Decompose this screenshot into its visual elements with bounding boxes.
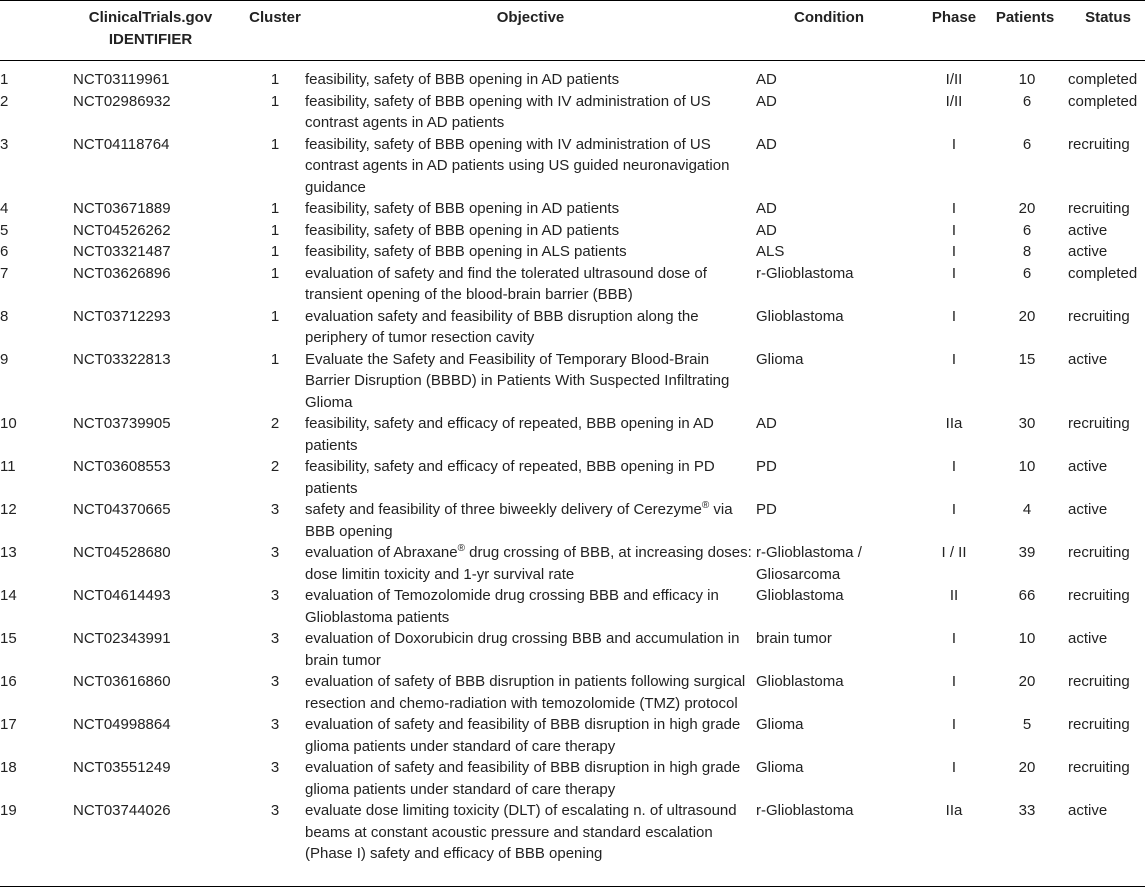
objective-text-post: drug crossing of BBB, at increasing doses: dose limitin toxicity and 1-yr survival rate xyxy=(305,544,752,583)
cluster-cell: 3 xyxy=(270,630,280,647)
phase-cell: II xyxy=(949,587,959,604)
trial-identifier: NCT02343991 xyxy=(73,630,171,647)
trial-identifier: NCT04118764 xyxy=(73,135,170,153)
row-number: 4 xyxy=(0,200,9,217)
phase-cell: I xyxy=(951,135,957,153)
phase-cell: I/II xyxy=(945,92,963,110)
status-cell: active xyxy=(1068,243,1108,260)
status-cell: recruiting xyxy=(1068,759,1130,776)
cluster-cell: 1 xyxy=(270,350,280,368)
row-number: 18 xyxy=(0,759,17,776)
status-cell: recruiting xyxy=(1068,673,1130,690)
status-cell: active xyxy=(1068,630,1108,647)
table-row xyxy=(0,134,1145,199)
trial-identifier: NCT04526262 xyxy=(73,221,171,239)
header-identifier xyxy=(56,7,245,60)
condition-cell: PD xyxy=(756,501,777,518)
trial-identifier: NCT03616860 xyxy=(73,673,171,690)
condition-cell: AD xyxy=(756,92,777,110)
table-row xyxy=(0,800,1145,865)
phase-cell: I xyxy=(951,350,957,368)
condition-cell: AD xyxy=(756,221,777,239)
objective-text-pre: evaluation of Abraxane xyxy=(305,544,458,561)
phase-cell: I xyxy=(951,243,957,260)
objective-cell: feasibility, safety and efficacy of repeated, BBB opening in PD patients xyxy=(305,458,715,497)
table-row xyxy=(0,263,1145,306)
condition-cell: AD xyxy=(756,135,777,153)
patients-cell: 20 xyxy=(1018,200,1036,217)
phase-cell: I xyxy=(951,759,957,776)
objective-cell: Evaluate the Safety and Feasibility of Temporary Blood-Brain Barrier Disruption (BBBD) in Patients With Suspected Infiltrating Glioma xyxy=(305,350,730,411)
objective-text-post: via BBB opening xyxy=(305,501,733,540)
trial-identifier: NCT04614493 xyxy=(73,587,171,604)
table-row xyxy=(0,349,1145,414)
table-row xyxy=(0,220,1145,242)
status-cell: recruiting xyxy=(1068,716,1130,733)
condition-cell: AD xyxy=(756,200,777,217)
header-patients: Patients xyxy=(995,9,1055,26)
trial-identifier: NCT04370665 xyxy=(73,501,171,518)
status-cell: recruiting xyxy=(1068,415,1130,432)
status-cell: recruiting xyxy=(1068,135,1130,153)
status-cell: active xyxy=(1068,458,1108,475)
patients-cell: 15 xyxy=(1018,350,1036,368)
trial-identifier: NCT04528680 xyxy=(73,544,171,561)
phase-cell: IIa xyxy=(945,802,963,819)
status-cell: completed xyxy=(1068,71,1138,88)
cluster-cell: 3 xyxy=(270,544,280,561)
cluster-cell: 2 xyxy=(270,415,280,432)
phase-cell: I xyxy=(951,673,957,690)
patients-cell: 6 xyxy=(1022,92,1032,110)
row-number: 7 xyxy=(0,264,9,282)
status-cell: recruiting xyxy=(1068,587,1130,604)
row-number: 19 xyxy=(0,802,17,819)
cluster-cell: 1 xyxy=(270,135,280,153)
cluster-cell: 1 xyxy=(270,307,280,325)
objective-cell: evaluation of Temozolomide drug crossing BBB and efficacy in Glioblastoma patients xyxy=(305,587,719,626)
phase-cell: I xyxy=(951,200,957,217)
condition-cell: ALS xyxy=(756,243,785,260)
patients-cell: 6 xyxy=(1022,221,1032,239)
row-number: 17 xyxy=(0,716,17,733)
condition-cell: r-Glioblastoma xyxy=(756,264,854,282)
row-number: 14 xyxy=(0,587,17,604)
patients-cell: 20 xyxy=(1018,759,1036,776)
condition-cell: r-Glioblastoma / Gliosarcoma xyxy=(756,544,862,583)
top-rule xyxy=(0,0,1145,1)
objective-cell: evaluation of safety and find the tolerated ultrasound dose of transient opening of the blood-brain barrier (BBB) xyxy=(305,264,707,303)
patients-cell: 20 xyxy=(1018,673,1036,690)
row-number: 3 xyxy=(0,135,9,153)
trial-identifier: NCT03739905 xyxy=(73,415,171,432)
patients-cell: 10 xyxy=(1018,630,1036,647)
patients-cell: 6 xyxy=(1022,264,1032,282)
patients-cell: 10 xyxy=(1018,71,1036,88)
objective-text-pre: safety and feasibility of three biweekly delivery of Cerezyme xyxy=(305,501,702,518)
phase-cell: I / II xyxy=(941,544,967,561)
registered-mark: ® xyxy=(457,543,465,554)
trial-identifier: NCT03744026 xyxy=(73,802,171,819)
row-number: 2 xyxy=(0,92,9,110)
row-number: 11 xyxy=(0,458,16,475)
registered-mark: ® xyxy=(701,500,710,511)
patients-cell: 4 xyxy=(1022,501,1032,518)
patients-cell: 10 xyxy=(1018,458,1036,475)
table-row xyxy=(0,60,1145,91)
row-number: 1 xyxy=(0,71,9,88)
table-row xyxy=(0,671,1145,714)
phase-cell: I xyxy=(951,264,957,282)
cluster-cell: 1 xyxy=(270,221,280,239)
objective-cell: feasibility, safety of BBB opening in AD patients xyxy=(305,200,620,217)
trial-identifier: NCT04998864 xyxy=(73,716,171,733)
patients-cell: 6 xyxy=(1022,135,1032,153)
condition-cell: Glioblastoma xyxy=(756,673,844,690)
cluster-cell: 1 xyxy=(270,264,280,282)
trial-identifier: NCT03119961 xyxy=(73,71,170,88)
cluster-cell: 3 xyxy=(270,501,280,518)
trial-identifier: NCT03626896 xyxy=(73,264,171,282)
condition-cell: AD xyxy=(756,415,777,432)
patients-cell: 5 xyxy=(1022,716,1032,733)
objective-cell: feasibility, safety of BBB opening in AD patients xyxy=(305,71,620,88)
condition-cell: PD xyxy=(756,458,777,475)
cluster-cell: 1 xyxy=(270,92,280,110)
patients-cell: 30 xyxy=(1018,415,1036,432)
status-cell: recruiting xyxy=(1068,307,1130,325)
bottom-rule xyxy=(0,886,1145,887)
table-row xyxy=(0,714,1145,757)
row-number: 15 xyxy=(0,630,17,647)
header-row xyxy=(0,7,1145,60)
row-number: 16 xyxy=(0,673,17,690)
row-number: 9 xyxy=(0,350,9,368)
table-row xyxy=(0,628,1145,671)
condition-cell: r-Glioblastoma xyxy=(756,802,854,819)
table-row xyxy=(0,499,1145,542)
objective-cell: feasibility, safety of BBB opening in AD patients xyxy=(305,221,620,239)
table-row xyxy=(0,198,1145,220)
objective-cell: evaluation of safety of BBB disruption in patients following surgical resection and chemo-radiation with temozolomide (TMZ) protocol xyxy=(305,673,746,712)
table-row xyxy=(0,585,1145,628)
trial-identifier: NCT03712293 xyxy=(73,307,171,325)
table-header xyxy=(0,7,1145,60)
condition-cell: Glioblastoma xyxy=(756,307,844,325)
patients-cell: 8 xyxy=(1022,243,1032,260)
status-cell: active xyxy=(1068,501,1108,518)
cluster-cell: 3 xyxy=(270,587,280,604)
header-cluster: Cluster xyxy=(249,9,301,26)
phase-cell: I xyxy=(951,221,957,239)
trial-identifier: NCT02986932 xyxy=(73,92,171,110)
phase-cell: I xyxy=(951,716,957,733)
cluster-cell: 3 xyxy=(270,802,280,819)
phase-cell: I xyxy=(951,501,957,518)
status-cell: completed xyxy=(1068,264,1138,282)
objective-cell: evaluation of Doxorubicin drug crossing BBB and accumulation in brain tumor xyxy=(305,630,740,669)
objective-cell: feasibility, safety of BBB opening with IV administration of US contrast agents in AD patients xyxy=(305,92,711,131)
patients-cell: 20 xyxy=(1018,307,1036,325)
phase-cell: I xyxy=(951,630,957,647)
condition-cell: AD xyxy=(756,71,777,88)
table-row xyxy=(0,413,1145,456)
table-row xyxy=(0,91,1145,134)
phase-cell: IIa xyxy=(945,415,963,432)
condition-cell: Glioma xyxy=(756,759,804,776)
status-cell: active xyxy=(1068,221,1108,239)
objective-cell xyxy=(305,499,756,542)
header-phase: Phase xyxy=(931,9,977,26)
condition-cell: Glioma xyxy=(756,350,804,368)
table-body xyxy=(0,60,1145,865)
objective-cell: feasibility, safety and efficacy of repeated, BBB opening in AD patients xyxy=(305,415,714,454)
patients-cell: 33 xyxy=(1018,802,1036,819)
objective-cell: feasibility, safety of BBB opening in ALS patients xyxy=(305,243,627,260)
cluster-cell: 3 xyxy=(270,759,280,776)
trial-identifier: NCT03551249 xyxy=(73,759,171,776)
cluster-cell: 1 xyxy=(270,243,280,260)
header-status: Status xyxy=(1085,9,1131,26)
cluster-cell: 1 xyxy=(270,71,280,88)
status-cell: active xyxy=(1068,350,1108,368)
objective-cell: evaluation of safety and feasibility of BBB disruption in high grade glioma patients under standard of care therapy xyxy=(305,759,741,798)
cluster-cell: 2 xyxy=(270,458,280,475)
header-condition: Condition xyxy=(794,9,864,26)
clinical-trials-table xyxy=(0,7,1145,865)
cluster-cell: 1 xyxy=(270,200,280,217)
phase-cell: I xyxy=(951,307,957,325)
trial-identifier: NCT03322813 xyxy=(73,350,171,368)
trial-identifier: NCT03608553 xyxy=(73,458,171,475)
phase-cell: I xyxy=(951,458,957,475)
row-number: 12 xyxy=(0,501,17,518)
header-objective: Objective xyxy=(496,9,565,26)
condition-cell: brain tumor xyxy=(756,630,832,647)
row-number: 10 xyxy=(0,415,17,432)
header-identifier-line2: IDENTIFIER xyxy=(108,30,193,48)
table-row xyxy=(0,456,1145,499)
trial-identifier: NCT03321487 xyxy=(73,243,171,260)
cluster-cell: 3 xyxy=(270,673,280,690)
row-number: 6 xyxy=(0,243,9,260)
phase-cell: I/II xyxy=(945,71,963,88)
objective-cell: evaluation safety and feasibility of BBB disruption along the periphery of tumor resection cavity xyxy=(305,307,699,346)
condition-cell: Glioblastoma xyxy=(756,587,844,604)
patients-cell: 66 xyxy=(1018,587,1036,604)
status-cell: recruiting xyxy=(1068,200,1130,217)
row-number: 8 xyxy=(0,307,9,325)
cluster-cell: 3 xyxy=(270,716,280,733)
objective-cell: feasibility, safety of BBB opening with IV administration of US contrast agents in AD patients using US guided neuronavigation guidance xyxy=(305,135,730,196)
condition-cell: Glioma xyxy=(756,716,804,733)
objective-cell xyxy=(305,542,756,585)
header-identifier-line1: ClinicalTrials.gov xyxy=(88,9,213,26)
table-row xyxy=(0,241,1145,263)
row-number: 13 xyxy=(0,544,17,561)
objective-cell: evaluation of safety and feasibility of BBB disruption in high grade glioma patients under standard of care therapy xyxy=(305,716,741,755)
trial-identifier: NCT03671889 xyxy=(73,200,171,217)
patients-cell: 39 xyxy=(1018,544,1036,561)
status-cell: completed xyxy=(1068,92,1138,110)
status-cell: active xyxy=(1068,802,1108,819)
row-number: 5 xyxy=(0,221,9,239)
table-row xyxy=(0,757,1145,800)
table-row xyxy=(0,542,1145,585)
status-cell: recruiting xyxy=(1068,544,1130,561)
header-num xyxy=(0,7,56,60)
table-row xyxy=(0,306,1145,349)
objective-cell: evaluate dose limiting toxicity (DLT) of escalating n. of ultrasound beams at constant acoustic pressure and standard escalation (Phase I) safety and efficacy of BBB opening xyxy=(305,802,737,862)
